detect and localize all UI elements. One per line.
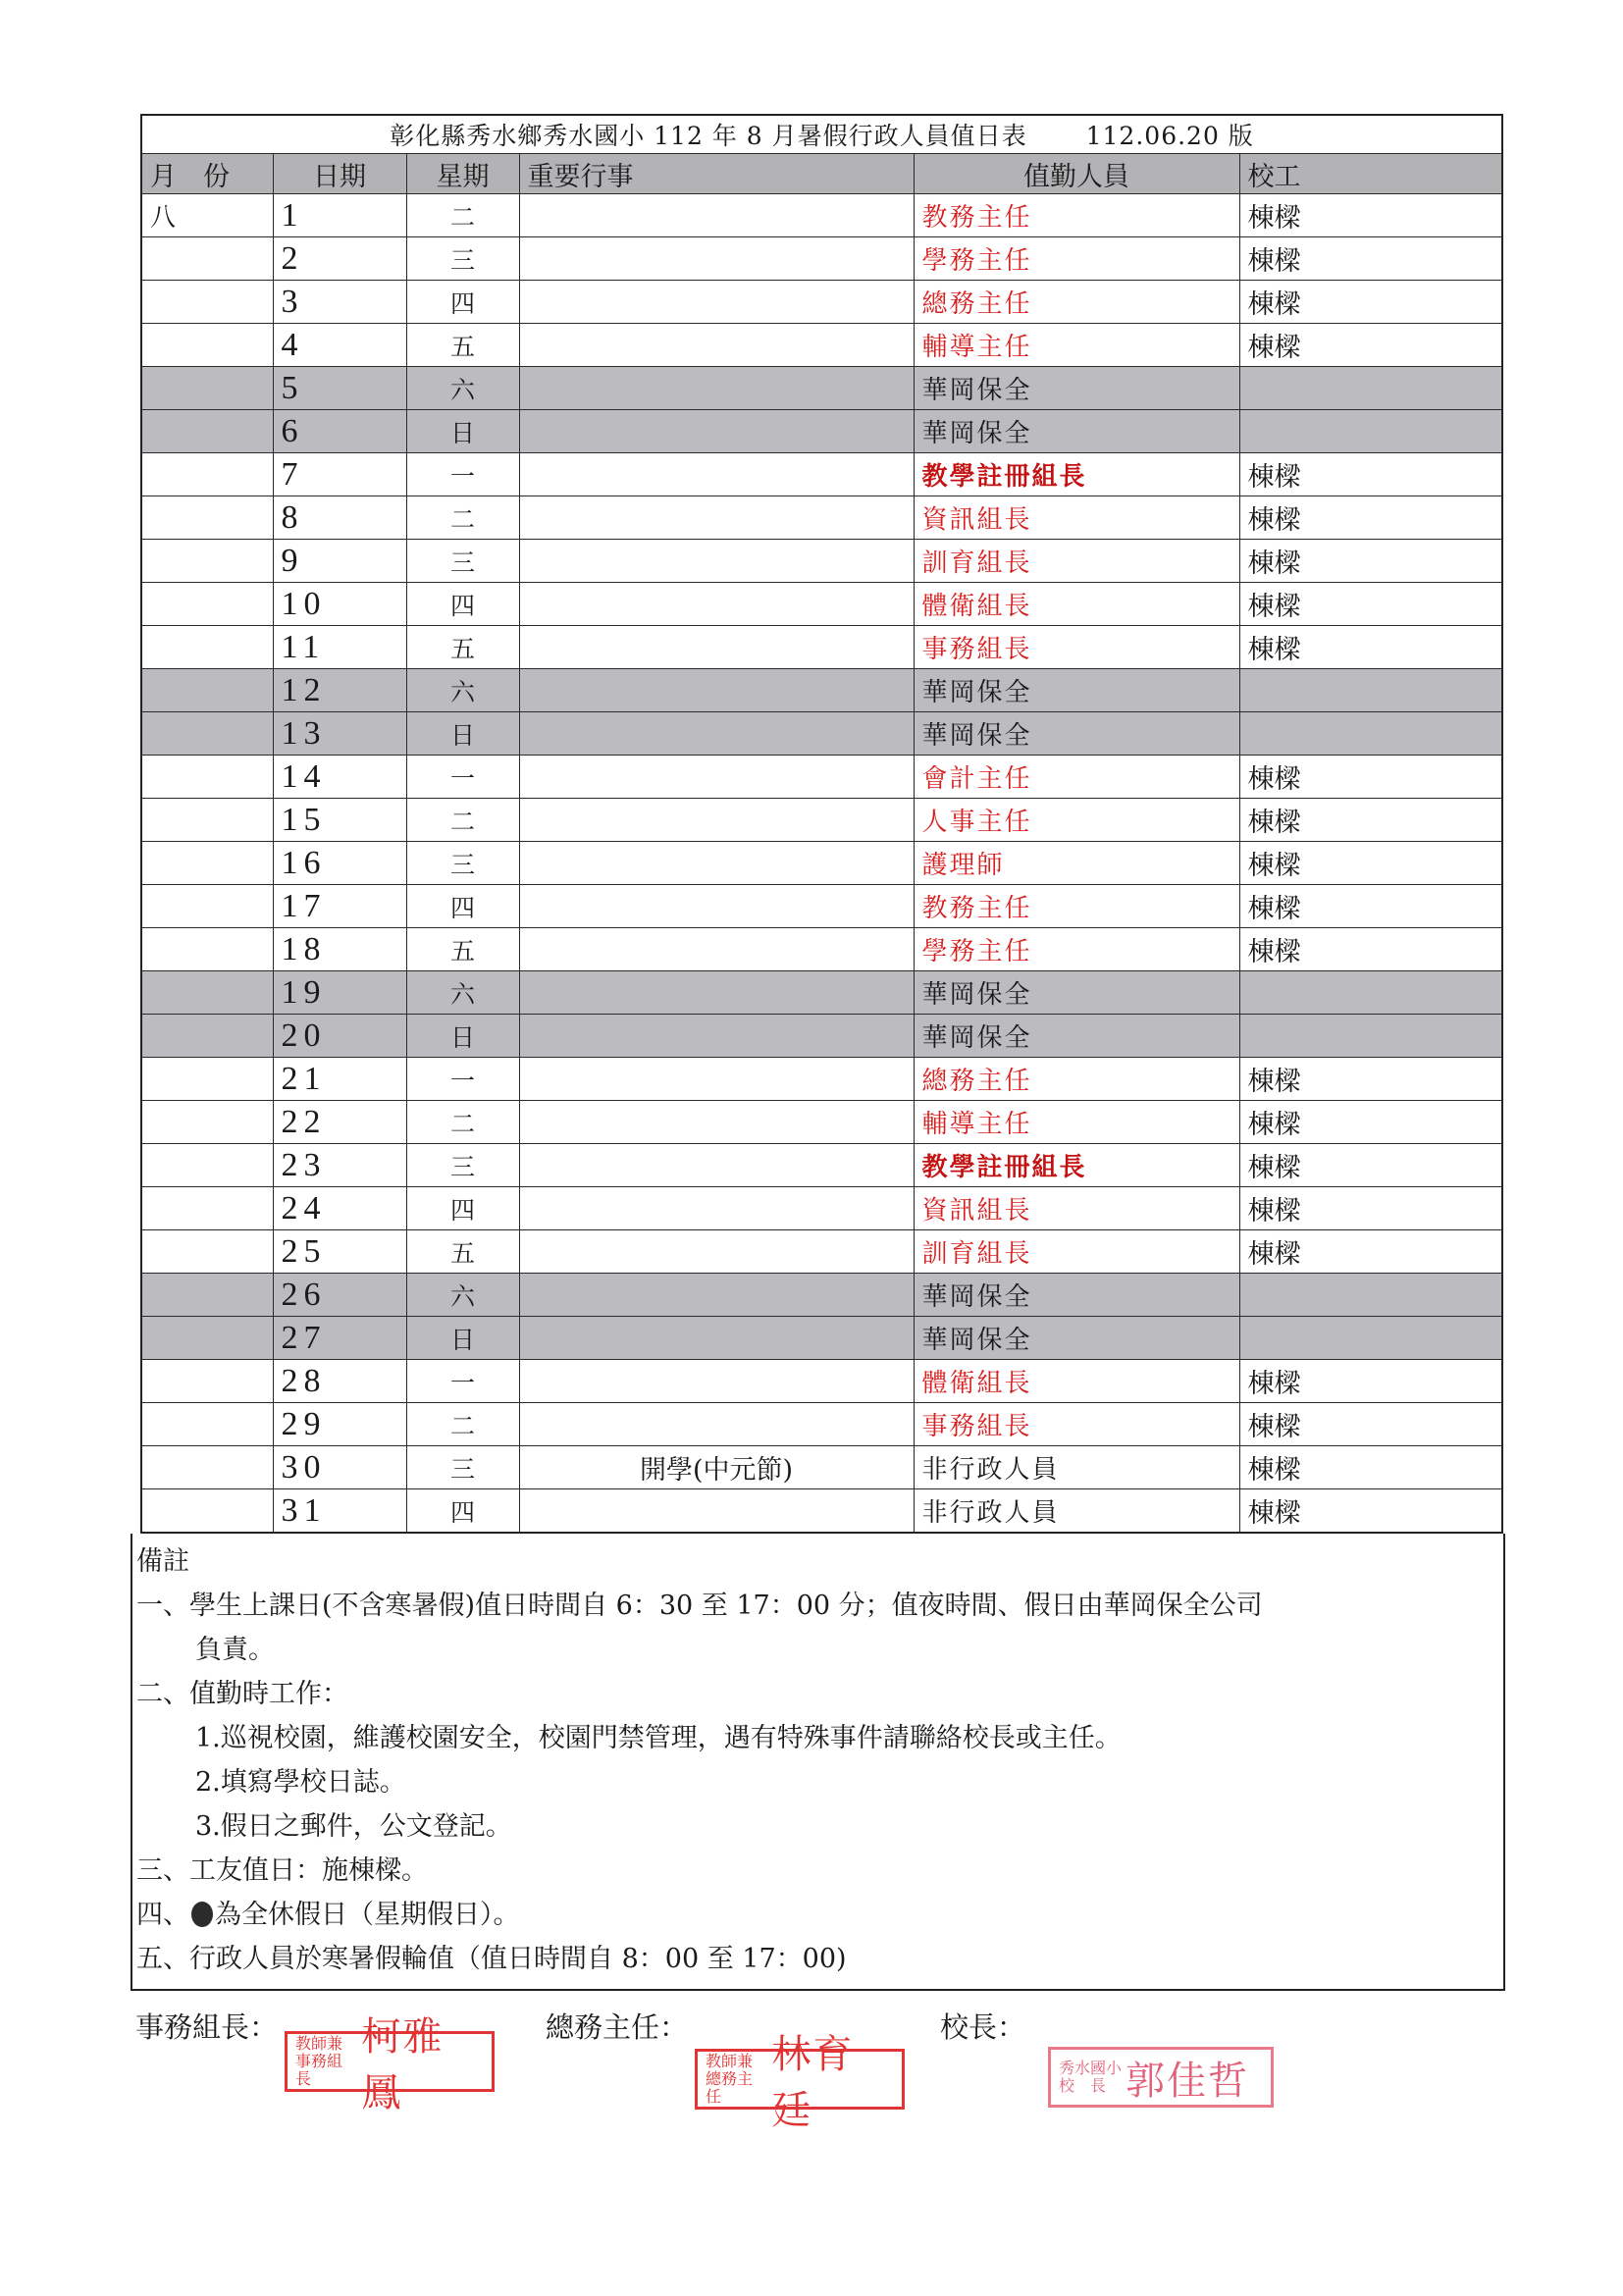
cell-event bbox=[519, 1187, 914, 1230]
cell-worker: 棟樑 bbox=[1239, 1058, 1502, 1101]
cell-event bbox=[519, 367, 914, 410]
table-row-weekend bbox=[141, 410, 1502, 453]
cell-event bbox=[519, 626, 914, 669]
cell-event bbox=[519, 1058, 914, 1101]
table-row-weekend bbox=[141, 1015, 1502, 1058]
cell-event bbox=[519, 1015, 914, 1058]
cell-staff: 非行政人員 bbox=[914, 1446, 1239, 1489]
cell-date: 22 bbox=[273, 1101, 406, 1144]
cell-worker: 棟樑 bbox=[1239, 237, 1502, 281]
cell-date: 20 bbox=[273, 1015, 406, 1058]
signature-label-principal: 校長： bbox=[940, 2010, 1026, 2044]
cell-month bbox=[141, 626, 273, 669]
cell-staff: 教務主任 bbox=[914, 194, 1239, 237]
cell-weekday: 二 bbox=[406, 1101, 519, 1144]
cell-date: 10 bbox=[273, 583, 406, 626]
cell-weekday: 四 bbox=[406, 583, 519, 626]
cell-date: 13 bbox=[273, 712, 406, 756]
cell-worker: 棟樑 bbox=[1239, 453, 1502, 496]
signature-label-affairs-chief: 事務組長： bbox=[135, 2010, 279, 2044]
cell-staff: 體衛組長 bbox=[914, 583, 1239, 626]
stamp-title: 教師兼總務主任 bbox=[706, 2052, 754, 2106]
cell-month bbox=[141, 799, 273, 842]
stamp-title: 教師兼事務組長 bbox=[295, 2034, 343, 2088]
cell-worker bbox=[1239, 669, 1502, 712]
cell-weekday: 二 bbox=[406, 496, 519, 540]
stamp-title: 秀水國小校 長 bbox=[1059, 2059, 1123, 2095]
cell-weekday: 日 bbox=[406, 1015, 519, 1058]
cell-date: 23 bbox=[273, 1144, 406, 1187]
cell-weekday: 四 bbox=[406, 1489, 519, 1534]
cell-event bbox=[519, 324, 914, 367]
cell-date: 29 bbox=[273, 1403, 406, 1446]
cell-worker bbox=[1239, 1015, 1502, 1058]
cell-staff: 教務主任 bbox=[914, 885, 1239, 928]
cell-weekday: 五 bbox=[406, 1230, 519, 1274]
cell-month bbox=[141, 1446, 273, 1489]
cell-event bbox=[519, 756, 914, 799]
cell-event bbox=[519, 971, 914, 1015]
roster-body bbox=[141, 194, 1502, 1534]
cell-weekday: 六 bbox=[406, 1274, 519, 1317]
cell-date: 6 bbox=[273, 410, 406, 453]
table-row bbox=[141, 583, 1502, 626]
cell-weekday: 一 bbox=[406, 1360, 519, 1403]
table-row bbox=[141, 1360, 1502, 1403]
cell-staff: 華岡保全 bbox=[914, 669, 1239, 712]
cell-month bbox=[141, 410, 273, 453]
cell-month bbox=[141, 1403, 273, 1446]
cell-date: 16 bbox=[273, 842, 406, 885]
cell-staff: 輔導主任 bbox=[914, 1101, 1239, 1144]
cell-month bbox=[141, 1144, 273, 1187]
cell-date: 14 bbox=[273, 756, 406, 799]
table-row bbox=[141, 1187, 1502, 1230]
table-row-weekend bbox=[141, 669, 1502, 712]
cell-staff: 華岡保全 bbox=[914, 1317, 1239, 1360]
table-row bbox=[141, 496, 1502, 540]
table-row bbox=[141, 1403, 1502, 1446]
title-row bbox=[141, 115, 1502, 154]
cell-worker bbox=[1239, 712, 1502, 756]
cell-weekday: 三 bbox=[406, 540, 519, 583]
cell-event bbox=[519, 540, 914, 583]
cell-event bbox=[519, 1144, 914, 1187]
cell-date: 25 bbox=[273, 1230, 406, 1274]
column-header-worker: 校工 bbox=[1239, 154, 1502, 194]
cell-date: 4 bbox=[273, 324, 406, 367]
note-item-5: 五、行政人員於寒暑假輪值（值日時間自 8：00 至 17：00) bbox=[136, 1944, 847, 1974]
table-row bbox=[141, 194, 1502, 237]
cell-worker: 棟樑 bbox=[1239, 324, 1502, 367]
cell-worker bbox=[1239, 971, 1502, 1015]
cell-staff: 事務組長 bbox=[914, 626, 1239, 669]
table-row bbox=[141, 1144, 1502, 1187]
cell-date: 15 bbox=[273, 799, 406, 842]
cell-event bbox=[519, 1274, 914, 1317]
cell-month bbox=[141, 237, 273, 281]
cell-event bbox=[519, 712, 914, 756]
note-item-2: 二、值勤時工作： bbox=[136, 1679, 348, 1709]
column-header-row bbox=[141, 154, 1502, 194]
cell-staff: 華岡保全 bbox=[914, 410, 1239, 453]
cell-date: 18 bbox=[273, 928, 406, 971]
table-row bbox=[141, 756, 1502, 799]
cell-event bbox=[519, 842, 914, 885]
table-row bbox=[141, 842, 1502, 885]
table-row bbox=[141, 1230, 1502, 1274]
cell-worker: 棟樑 bbox=[1239, 496, 1502, 540]
cell-month bbox=[141, 1230, 273, 1274]
cell-weekday: 二 bbox=[406, 194, 519, 237]
cell-month bbox=[141, 583, 273, 626]
column-header-staff: 值勤人員 bbox=[914, 154, 1239, 194]
cell-worker: 棟樑 bbox=[1239, 1101, 1502, 1144]
cell-staff: 事務組長 bbox=[914, 1403, 1239, 1446]
cell-date: 31 bbox=[273, 1489, 406, 1534]
note-item-1: 一、學生上課日(不含寒暑假)值日時間自 6：30 至 17：00 分；值夜時間、假日由華岡保全公司 bbox=[136, 1591, 1263, 1621]
cell-month bbox=[141, 1187, 273, 1230]
notes-heading: 備註 bbox=[136, 1546, 189, 1577]
cell-date: 19 bbox=[273, 971, 406, 1015]
column-header-event: 重要行事 bbox=[519, 154, 914, 194]
version-label: 112.06.20 版 bbox=[1085, 122, 1254, 150]
cell-staff: 輔導主任 bbox=[914, 324, 1239, 367]
filled-circle-icon bbox=[191, 1902, 213, 1927]
cell-month bbox=[141, 1489, 273, 1534]
cell-date: 24 bbox=[273, 1187, 406, 1230]
table-row bbox=[141, 1446, 1502, 1489]
signature-area bbox=[135, 2006, 1509, 2133]
cell-month bbox=[141, 1015, 273, 1058]
cell-event bbox=[519, 1489, 914, 1534]
stamp-principal bbox=[1048, 2047, 1274, 2108]
cell-date: 9 bbox=[273, 540, 406, 583]
cell-weekday: 一 bbox=[406, 453, 519, 496]
cell-worker: 棟樑 bbox=[1239, 1144, 1502, 1187]
cell-worker: 棟樑 bbox=[1239, 885, 1502, 928]
cell-month bbox=[141, 453, 273, 496]
table-row-weekend bbox=[141, 1274, 1502, 1317]
cell-staff: 總務主任 bbox=[914, 1058, 1239, 1101]
table-row bbox=[141, 799, 1502, 842]
cell-month bbox=[141, 1360, 273, 1403]
cell-event bbox=[519, 453, 914, 496]
cell-staff: 學務主任 bbox=[914, 237, 1239, 281]
cell-worker bbox=[1239, 1317, 1502, 1360]
cell-worker: 棟樑 bbox=[1239, 842, 1502, 885]
cell-month bbox=[141, 971, 273, 1015]
cell-staff: 資訊組長 bbox=[914, 496, 1239, 540]
table-row bbox=[141, 281, 1502, 324]
cell-weekday: 六 bbox=[406, 367, 519, 410]
cell-date: 7 bbox=[273, 453, 406, 496]
document-title bbox=[141, 115, 1502, 154]
cell-event bbox=[519, 1101, 914, 1144]
stamp-name: 林育廷 bbox=[771, 2032, 855, 2133]
cell-event bbox=[519, 928, 914, 971]
cell-weekday: 三 bbox=[406, 1446, 519, 1489]
cell-month bbox=[141, 1101, 273, 1144]
cell-month bbox=[141, 324, 273, 367]
table-row bbox=[141, 453, 1502, 496]
cell-month bbox=[141, 669, 273, 712]
table-row-weekend bbox=[141, 712, 1502, 756]
cell-staff: 教學註冊組長 bbox=[914, 453, 1239, 496]
table-row bbox=[141, 1101, 1502, 1144]
cell-month bbox=[141, 842, 273, 885]
cell-event bbox=[519, 281, 914, 324]
note-item-2-sub-1: 1.巡視校園，維護校園安全，校園門禁管理，遇有特殊事件請聯絡校長或主任。 bbox=[195, 1723, 1122, 1753]
cell-date: 28 bbox=[273, 1360, 406, 1403]
title-text: 彰化縣秀水鄉秀水國小 112 年 8 月暑假行政人員值日表 bbox=[390, 122, 1027, 150]
cell-month bbox=[141, 1317, 273, 1360]
cell-event bbox=[519, 1403, 914, 1446]
note-item-4-text: 為全休假日（星期假日）。 bbox=[215, 1900, 520, 1930]
cell-month bbox=[141, 496, 273, 540]
cell-staff: 護理師 bbox=[914, 842, 1239, 885]
note-item-1-continued: 負責。 bbox=[195, 1635, 275, 1665]
cell-event bbox=[519, 669, 914, 712]
cell-staff: 學務主任 bbox=[914, 928, 1239, 971]
cell-staff: 非行政人員 bbox=[914, 1489, 1239, 1534]
cell-weekday: 四 bbox=[406, 281, 519, 324]
cell-worker: 棟樑 bbox=[1239, 1360, 1502, 1403]
cell-date: 5 bbox=[273, 367, 406, 410]
cell-month bbox=[141, 712, 273, 756]
table-row bbox=[141, 626, 1502, 669]
cell-worker: 棟樑 bbox=[1239, 583, 1502, 626]
cell-month bbox=[141, 367, 273, 410]
column-header-month: 月 份 bbox=[141, 154, 273, 194]
cell-weekday: 五 bbox=[406, 928, 519, 971]
column-header-date: 日期 bbox=[273, 154, 406, 194]
cell-worker bbox=[1239, 410, 1502, 453]
cell-staff: 人事主任 bbox=[914, 799, 1239, 842]
cell-staff: 會計主任 bbox=[914, 756, 1239, 799]
table-row bbox=[141, 928, 1502, 971]
cell-worker bbox=[1239, 1274, 1502, 1317]
cell-weekday: 日 bbox=[406, 1317, 519, 1360]
note-item-4 bbox=[136, 1893, 1503, 1937]
cell-weekday: 一 bbox=[406, 756, 519, 799]
cell-weekday: 五 bbox=[406, 626, 519, 669]
table-row bbox=[141, 885, 1502, 928]
cell-weekday: 日 bbox=[406, 410, 519, 453]
cell-event: 開學(中元節) bbox=[519, 1446, 914, 1489]
table-row-weekend bbox=[141, 1317, 1502, 1360]
cell-weekday: 五 bbox=[406, 324, 519, 367]
duty-roster-document bbox=[136, 114, 1501, 1991]
cell-month bbox=[141, 281, 273, 324]
stamp-name: 柯雅鳳 bbox=[361, 2014, 445, 2115]
cell-date: 30 bbox=[273, 1446, 406, 1489]
cell-month bbox=[141, 928, 273, 971]
cell-event bbox=[519, 583, 914, 626]
column-header-weekday: 星期 bbox=[406, 154, 519, 194]
cell-event bbox=[519, 496, 914, 540]
note-item-3: 三、工友值日：施棟樑。 bbox=[136, 1855, 428, 1886]
cell-weekday: 四 bbox=[406, 885, 519, 928]
signature-label-general-affairs-director: 總務主任： bbox=[546, 2010, 689, 2044]
stamp-affairs-chief bbox=[285, 2014, 495, 2115]
cell-worker: 棟樑 bbox=[1239, 1446, 1502, 1489]
table-row bbox=[141, 237, 1502, 281]
cell-month bbox=[141, 540, 273, 583]
cell-weekday: 三 bbox=[406, 1144, 519, 1187]
cell-event bbox=[519, 1230, 914, 1274]
stamp-general-affairs-director bbox=[695, 2032, 905, 2133]
cell-date: 11 bbox=[273, 626, 406, 669]
cell-event bbox=[519, 410, 914, 453]
cell-date: 3 bbox=[273, 281, 406, 324]
cell-worker: 棟樑 bbox=[1239, 928, 1502, 971]
cell-worker: 棟樑 bbox=[1239, 281, 1502, 324]
cell-worker: 棟樑 bbox=[1239, 1403, 1502, 1446]
cell-event bbox=[519, 799, 914, 842]
duty-roster-table bbox=[140, 114, 1503, 1534]
cell-weekday: 二 bbox=[406, 799, 519, 842]
cell-weekday: 六 bbox=[406, 971, 519, 1015]
cell-staff: 總務主任 bbox=[914, 281, 1239, 324]
cell-worker: 棟樑 bbox=[1239, 626, 1502, 669]
cell-staff: 資訊組長 bbox=[914, 1187, 1239, 1230]
table-row bbox=[141, 324, 1502, 367]
cell-event bbox=[519, 885, 914, 928]
cell-month bbox=[141, 885, 273, 928]
cell-staff: 華岡保全 bbox=[914, 367, 1239, 410]
table-row bbox=[141, 540, 1502, 583]
table-row bbox=[141, 1489, 1502, 1534]
cell-worker: 棟樑 bbox=[1239, 1489, 1502, 1534]
cell-worker: 棟樑 bbox=[1239, 194, 1502, 237]
cell-event bbox=[519, 237, 914, 281]
cell-date: 8 bbox=[273, 496, 406, 540]
cell-weekday: 六 bbox=[406, 669, 519, 712]
cell-event bbox=[519, 1360, 914, 1403]
cell-staff: 華岡保全 bbox=[914, 1274, 1239, 1317]
cell-worker bbox=[1239, 367, 1502, 410]
cell-date: 21 bbox=[273, 1058, 406, 1101]
note-item-4-prefix: 四、 bbox=[136, 1900, 189, 1930]
cell-staff: 訓育組長 bbox=[914, 1230, 1239, 1274]
cell-event bbox=[519, 194, 914, 237]
cell-worker: 棟樑 bbox=[1239, 1187, 1502, 1230]
table-row bbox=[141, 1058, 1502, 1101]
table-row-weekend bbox=[141, 971, 1502, 1015]
cell-staff: 體衛組長 bbox=[914, 1360, 1239, 1403]
cell-date: 17 bbox=[273, 885, 406, 928]
cell-weekday: 一 bbox=[406, 1058, 519, 1101]
cell-month: 八 bbox=[141, 194, 273, 237]
note-item-2-sub-2: 2.填寫學校日誌。 bbox=[195, 1767, 406, 1798]
cell-event bbox=[519, 1317, 914, 1360]
cell-worker: 棟樑 bbox=[1239, 799, 1502, 842]
cell-month bbox=[141, 756, 273, 799]
cell-month bbox=[141, 1058, 273, 1101]
cell-weekday: 二 bbox=[406, 1403, 519, 1446]
cell-weekday: 三 bbox=[406, 237, 519, 281]
cell-worker: 棟樑 bbox=[1239, 1230, 1502, 1274]
cell-weekday: 日 bbox=[406, 712, 519, 756]
cell-worker: 棟樑 bbox=[1239, 540, 1502, 583]
cell-date: 1 bbox=[273, 194, 406, 237]
cell-staff: 華岡保全 bbox=[914, 971, 1239, 1015]
table-row-weekend bbox=[141, 367, 1502, 410]
notes-section bbox=[131, 1534, 1505, 1991]
note-item-2-sub-3: 3.假日之郵件，公文登記。 bbox=[195, 1811, 512, 1842]
cell-date: 27 bbox=[273, 1317, 406, 1360]
cell-staff: 華岡保全 bbox=[914, 712, 1239, 756]
cell-staff: 華岡保全 bbox=[914, 1015, 1239, 1058]
cell-staff: 訓育組長 bbox=[914, 540, 1239, 583]
stamp-name: 郭佳哲 bbox=[1126, 2058, 1249, 2104]
cell-date: 2 bbox=[273, 237, 406, 281]
cell-date: 12 bbox=[273, 669, 406, 712]
cell-date: 26 bbox=[273, 1274, 406, 1317]
cell-month bbox=[141, 1274, 273, 1317]
cell-staff: 教學註冊組長 bbox=[914, 1144, 1239, 1187]
cell-worker: 棟樑 bbox=[1239, 756, 1502, 799]
cell-weekday: 三 bbox=[406, 842, 519, 885]
cell-weekday: 四 bbox=[406, 1187, 519, 1230]
